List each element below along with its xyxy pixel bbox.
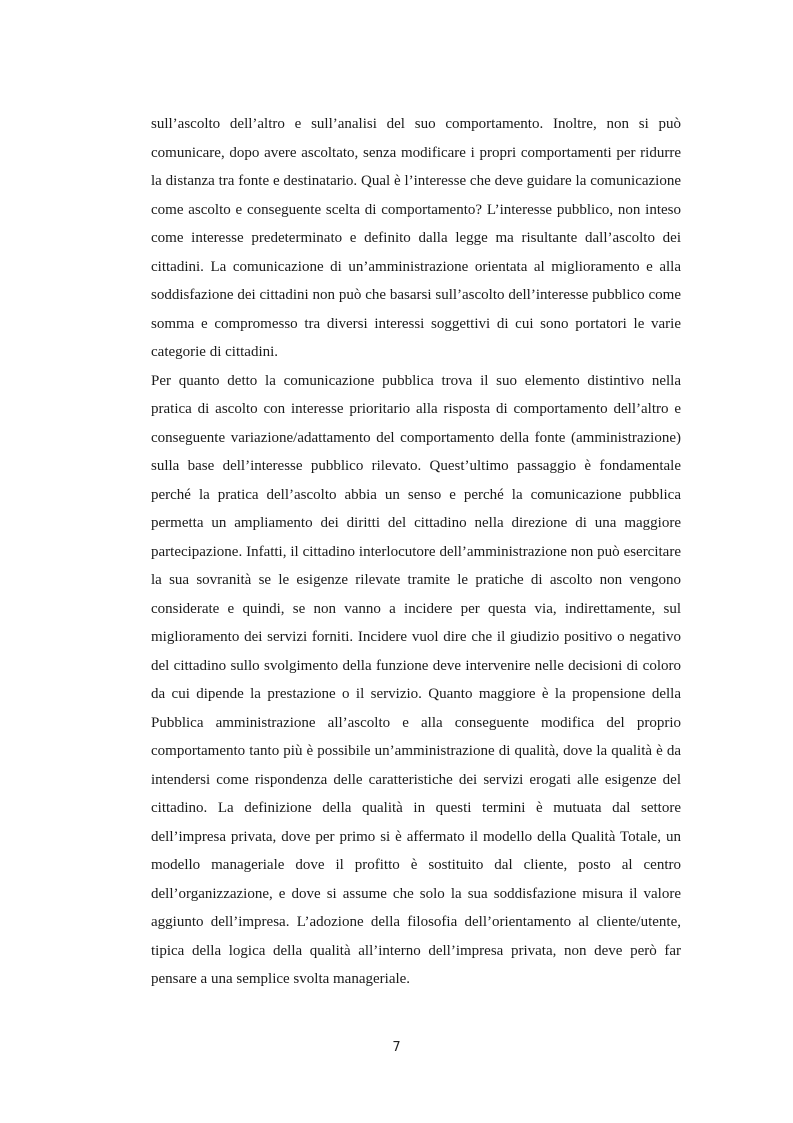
paragraph-1: sull’ascolto dell’altro e sull’analisi del suo comportamento. Inoltre, non si può comunicare, dopo avere ascoltato, senza modificare i propri comportamenti per ridurre la distanza tra fonte e destinatario. Qual è l’interesse che deve guidare la comunicazione come ascolto e conseguente scelta di comportamento? L’interesse pubblico, non inteso come interesse predeterminato e definito dalla legge ma risultante dall’ascolto dei cittadini. La comunicazione di un’amministrazione orientata al miglioramento e alla soddisfazione dei cittadini non può che basarsi sull’ascolto dell’interesse pubblico come somma e compromesso tra diversi interessi soggettivi di cui sono portatori le varie categorie di cittadini. (151, 116, 681, 360)
body-text (151, 110, 681, 994)
page-number: 7 (392, 1040, 401, 1055)
paragraph-2: Per quanto detto la comunicazione pubblica trova il suo elemento distintivo nella pratica di ascolto con interesse prioritario alla risposta di comportamento dell’altro e conseguente variazione/adattamento del comportamento della fonte (amministrazione) sulla base dell’interesse pubblico rilevato. Quest’ultimo passaggio è fondamentale perché la pratica dell’ascolto abbia un senso e perché la comunicazione pubblica permetta un ampliamento dei diritti del cittadino nella direzione di una maggiore partecipazione. Infatti, il cittadino interlocutore dell’amministrazione non può esercitare la sua sovranità se le esigenze rilevate tramite le pratiche di ascolto non vengono considerate e quindi, se non vanno a incidere per questa via, indirettamente, sul miglioramento dei servizi forniti. Incidere vuol dire che il giudizio positivo o negativo del cittadino sullo svolgimento della funzione deve intervenire nelle decisioni di coloro da cui dipende la prestazione o il servizio. Quanto maggiore è la propensione della Pubblica amministrazione all’ascolto e alla conseguente modifica del proprio comportamento tanto più è possibile un’amministrazione di qualità, dove la qualità è da intendersi come rispondenza delle caratteristiche dei servizi erogati alle esigenze del cittadino. La definizione della qualità in questi termini è mutuata dal settore dell’impresa privata, dove per primo si è affermato il modello della Qualità Totale, un modello manageriale dove il profitto è sostituito dal cliente, posto al centro dell’organizzazione, e dove si assume che solo la sua soddisfazione misura il valore aggiunto dell’impresa. L’adozione della filosofia dell’orientamento al cliente/utente, tipica della logica della qualità all’interno dell’impresa privata, non deve però far pensare a una semplice svolta manageriale. (151, 372, 681, 987)
